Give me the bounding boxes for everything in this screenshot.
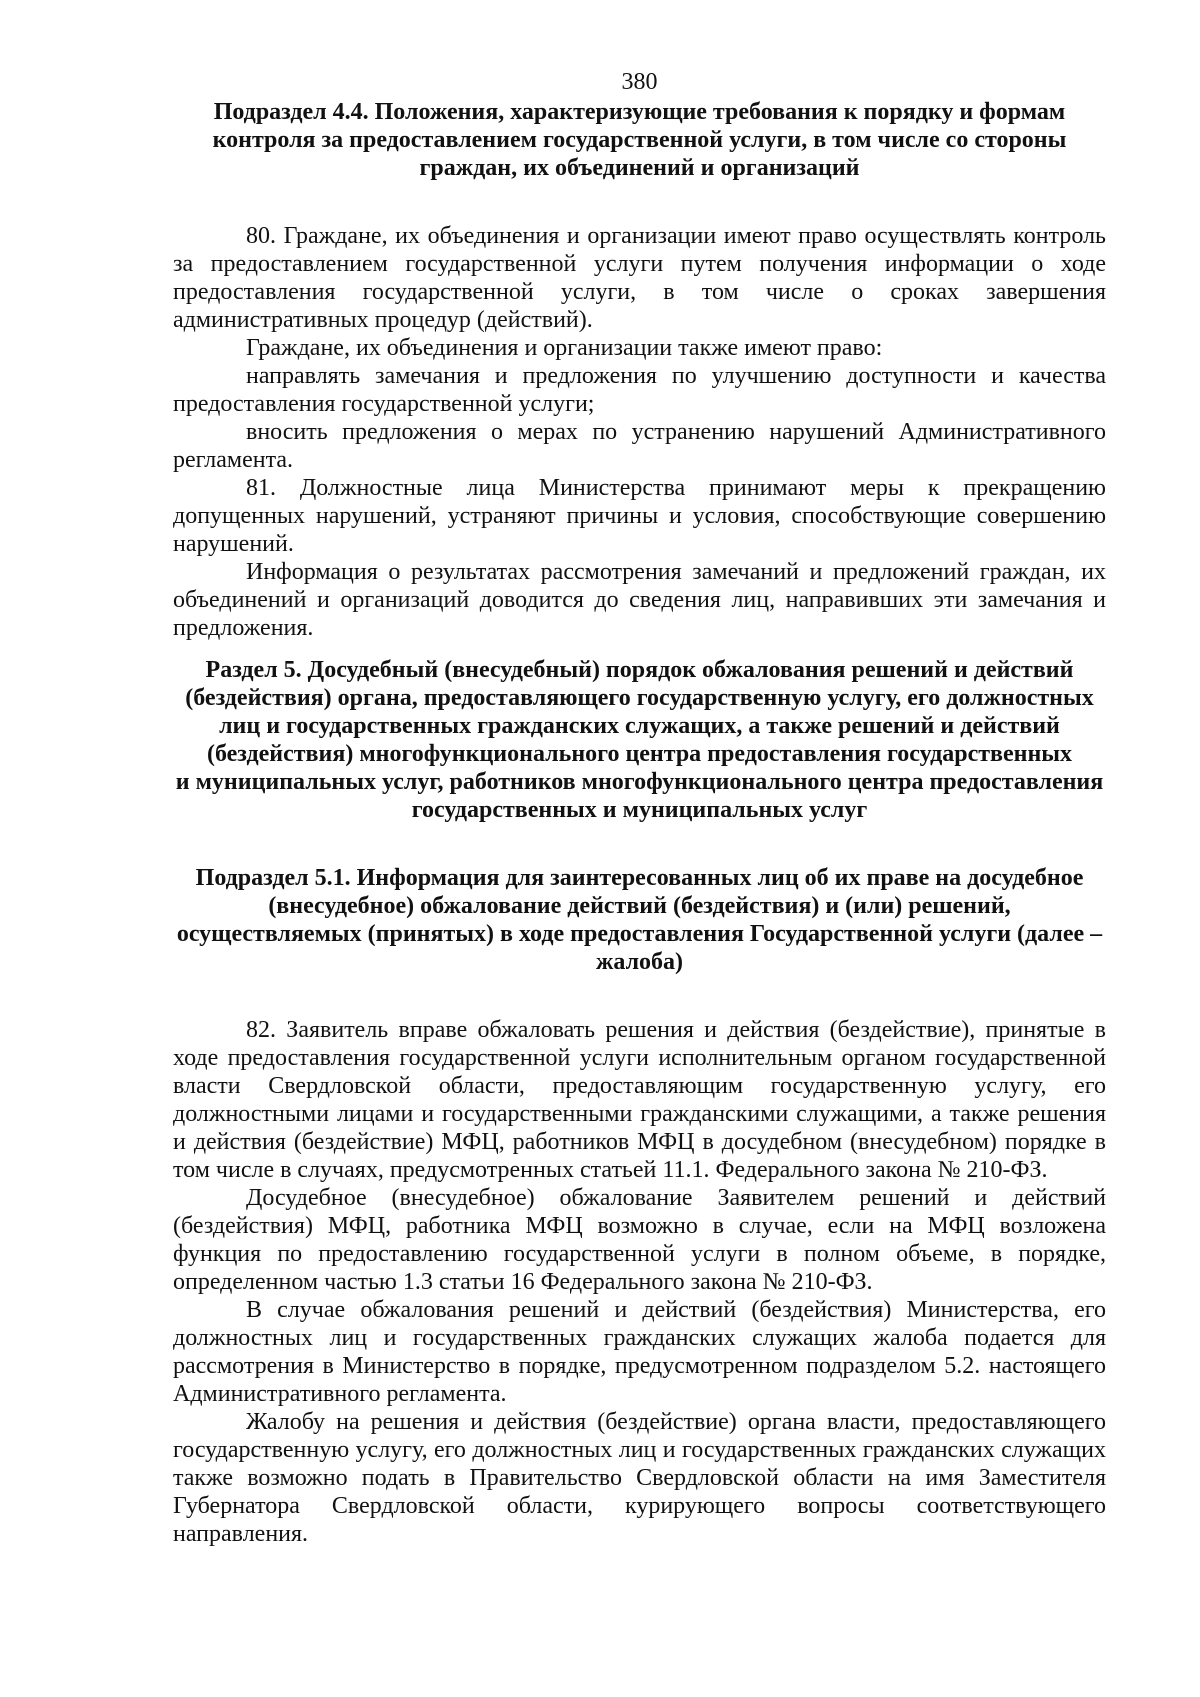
heading-line: осуществляемых (принятых) в ходе предоставления Государственной услуги (далее – [176, 921, 1103, 947]
heading-line: и муниципальных услуг, работников многофункционального центра предоставления [175, 769, 1104, 795]
spacer [173, 182, 1106, 222]
paragraph-government-appeal: Жалобу на решения и действия (бездействие) органа власти, предоставляющего государственную услугу, его должностных лиц и государственных гражданских служащих также возможно подать в Правительство Свердловской области на имя Заместителя Губернатора Свердловской области, курирующего вопросы соответствующего направления. [173, 1409, 1106, 1547]
paragraph-rights-intro: Граждане, их объединения и организации также имеют право: [246, 335, 883, 361]
heading-line: Подраздел 4.4. Положения, характеризующие требования к порядку и формам [213, 99, 1066, 125]
heading-line: Раздел 5. Досудебный (внесудебный) порядок обжалования решений и действий [205, 657, 1074, 683]
heading-line: лиц и государственных гражданских служащих, а также решений и действий [219, 713, 1060, 739]
spacer [173, 976, 1106, 1016]
paragraph-send-remarks: направлять замечания и предложения по улучшению доступности и качества предоставления государственной услуги; [173, 363, 1106, 417]
page-number: 380 [621, 69, 658, 95]
paragraph-80: 80. Граждане, их объединения и организации имеют право осуществлять контроль за предоставлением государственной услуги путем получения информации о ходе предоставления государственной услуги, в том числе о сроках завершения административных процедур (действий). [173, 223, 1106, 333]
paragraph-results-info: Информация о результатах рассмотрения замечаний и предложений граждан, их объединений и организаций доводится до сведения лиц, направивших эти замечания и предложения. [173, 559, 1106, 641]
heading-line: государственных и муниципальных услуг [411, 797, 868, 823]
subsection-5-1-title [173, 864, 1106, 976]
paragraph-82: 82. Заявитель вправе обжаловать решения и действия (бездействие), принятые в ходе предоставления государственной услуги исполнительным органом государственной власти Свердловской области, предоставляющим государственную услугу, его должностными лицами и государственными гражданскими служащими, а также решения и действия (бездействие) МФЦ, работников МФЦ в досудебном (внесудебном) порядке в том числе в случаях, предусмотренных статьей 11.1. Федерального закона № 210-ФЗ. [173, 1017, 1106, 1183]
paragraph-81: 81. Должностные лица Министерства принимают меры к прекращению допущенных нарушений, устраняют причины и условия, способствующие совершению нарушений. [173, 475, 1106, 557]
heading-line: (внесудебное) обжалование действий (бездействия) и (или) решений, [268, 893, 1011, 919]
heading-line: Подраздел 5.1. Информация для заинтересованных лиц об их праве на досудебное [195, 865, 1084, 891]
paragraph-ministry-appeal: В случае обжалования решений и действий (бездействия) Министерства, его должностных лиц и государственных гражданских служащих жалоба подается для рассмотрения в Министерство в порядке, предусмотренном подразделом 5.2. настоящего Административного регламента. [173, 1297, 1106, 1407]
paragraph-mfc-appeal: Досудебное (внесудебное) обжалование Заявителем решений и действий (бездействия) МФЦ, работника МФЦ возможно в случае, если на МФЦ возложена функция по предоставлению государственной услуги в полном объеме, в порядке, определенном частью 1.3 статьи 16 Федерального закона № 210-ФЗ. [173, 1185, 1106, 1295]
subsection-4-4-title [173, 98, 1106, 182]
spacer [173, 642, 1106, 656]
heading-line: жалоба) [595, 949, 684, 975]
spacer [173, 824, 1106, 864]
heading-line: контроля за предоставлением государственной услуги, в том числе со стороны [212, 127, 1067, 153]
paragraph-proposals: вносить предложения о мерах по устранению нарушений Административного регламента. [173, 419, 1106, 473]
heading-line: (бездействия) органа, предоставляющего государственную услугу, его должностных [185, 685, 1094, 711]
heading-line: граждан, их объединений и организаций [419, 155, 860, 181]
section-5-title [173, 656, 1106, 824]
heading-line: (бездействия) многофункционального центра предоставления государственных [206, 741, 1073, 767]
